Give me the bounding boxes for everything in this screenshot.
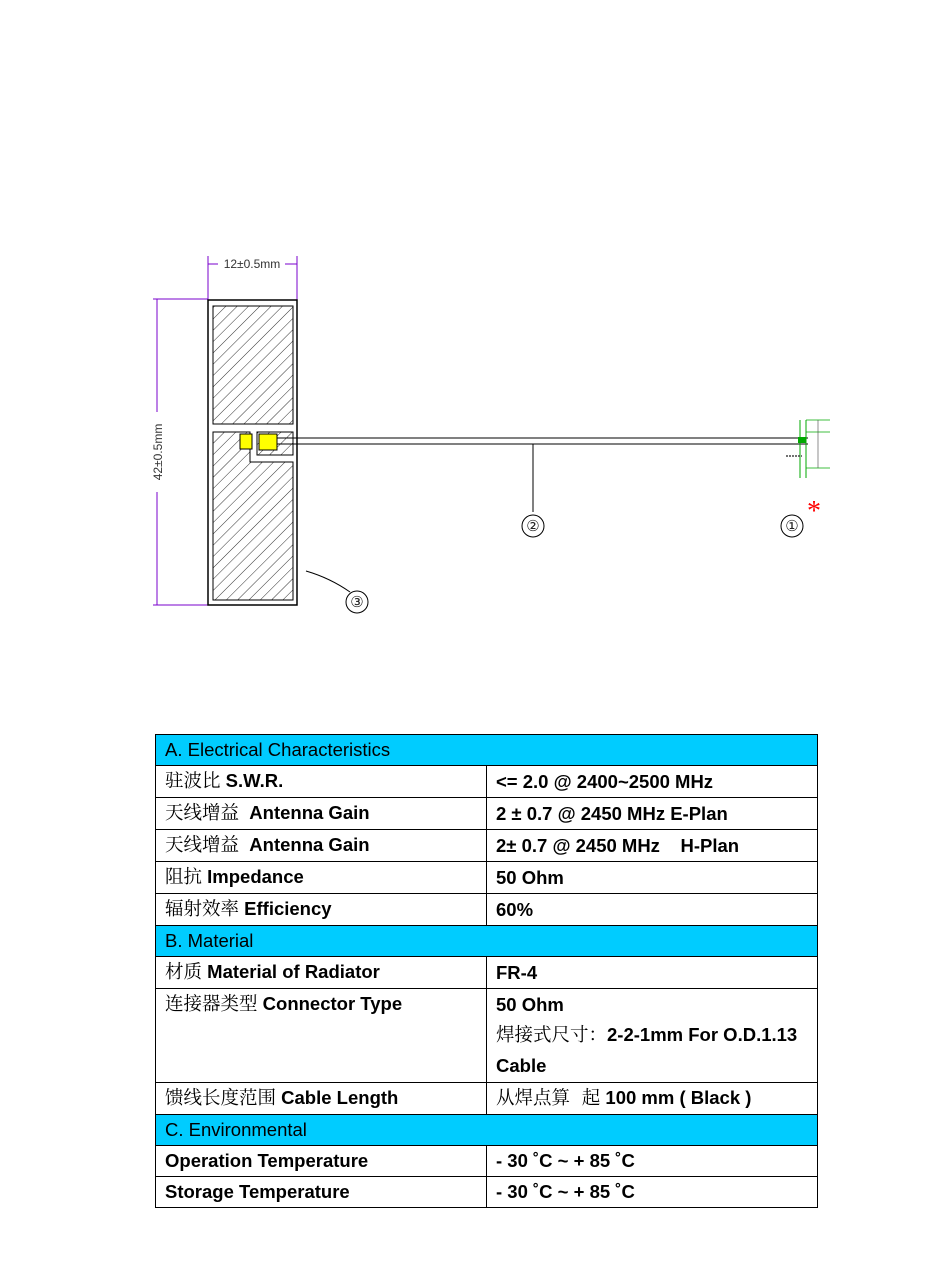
row-label: 馈线长度范围 Cable Length [156,1083,487,1115]
table-row [156,1146,818,1177]
width-dimension [208,256,297,300]
table-row [156,894,818,926]
table-row [156,798,818,830]
feed-pad-right [259,434,277,450]
row-label: 辐射效率 Efficiency [156,894,487,926]
row-label: 天线增益 Antenna Gain [156,830,487,862]
row-label: 材质 Material of Radiator [156,957,487,989]
value-line: Cable [496,1055,547,1076]
row-value [487,989,818,1083]
value-line: 焊接式尺寸：2-2-1mm For O.D.1.13 [496,1024,798,1046]
feed-pad-left [240,434,252,449]
connector-detail [786,420,830,478]
section-title: C. Environmental [156,1115,818,1146]
table-row [156,1177,818,1208]
height-dimension [151,299,208,605]
row-value: 50 Ohm [487,862,818,894]
row-value: 60% [487,894,818,926]
table-row [156,830,818,862]
section-header-electrical [156,735,818,766]
table-row [156,957,818,989]
callout-1 [781,515,803,537]
callout-2 [522,515,544,537]
table-row [156,766,818,798]
table-row [156,989,818,1083]
height-dimension-label: 42±0.5mm [151,423,165,481]
section-header-material [156,926,818,957]
width-dimension-label: 12±0.5mm [223,257,281,271]
red-asterisk-marker: * [807,496,821,527]
section-title: B. Material [156,926,818,957]
row-value: <= 2.0 @ 2400~2500 MHz [487,766,818,798]
callout-2-label: ② [526,518,540,535]
row-label: Storage Temperature [156,1177,487,1208]
row-value: - 30 ˚C ~ + 85 ˚C [487,1177,818,1208]
spec-table [155,734,818,1208]
row-value: - 30 ˚C ~ + 85 ˚C [487,1146,818,1177]
row-label: 阻抗 Impedance [156,862,487,894]
row-value: 从焊点算 起 100 mm ( Black ) [487,1083,818,1115]
row-label: 驻波比 S.W.R. [156,766,487,798]
callout-1-label: ① [785,518,799,535]
section-header-environmental [156,1115,818,1146]
row-value: 2 ± 0.7 @ 2450 MHz E-Plan [487,798,818,830]
callout-3-label: ③ [350,594,364,611]
row-label: Operation Temperature [156,1146,487,1177]
row-value: 2± 0.7 @ 2450 MHz H-Plan [487,830,818,862]
row-label: 连接器类型 Connector Type [156,989,487,1083]
cable [277,438,808,512]
table-row [156,1083,818,1115]
row-value: FR-4 [487,957,818,989]
section-title: A. Electrical Characteristics [156,735,818,766]
table-row [156,862,818,894]
antenna-pcb [208,300,297,605]
callout-3 [306,571,368,613]
value-line: 50 Ohm [496,994,564,1015]
row-label: 天线增益 Antenna Gain [156,798,487,830]
